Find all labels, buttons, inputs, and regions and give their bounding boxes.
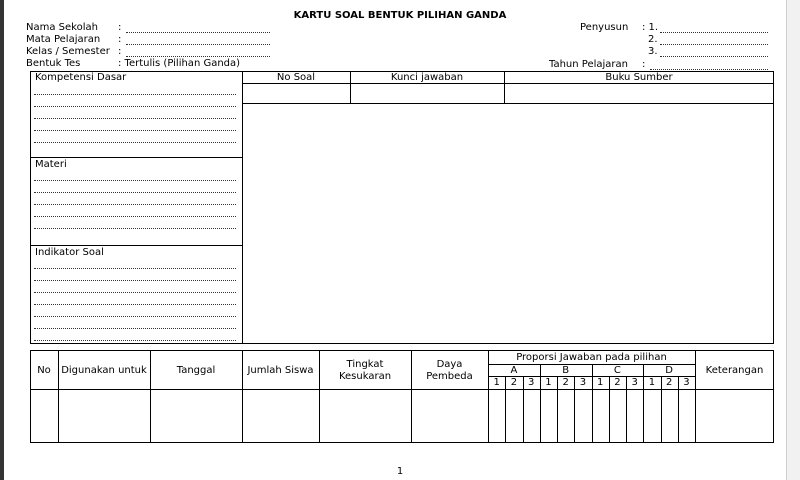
colon-nama-sekolah: :: [118, 22, 122, 33]
option-sub-divider: [626, 376, 627, 443]
field-nama-sekolah[interactable]: [126, 32, 270, 33]
option-sub-divider: [661, 376, 662, 443]
line-kd-3[interactable]: [34, 118, 236, 119]
label-mata-pelajaran: Mata Pelajaran: [26, 34, 101, 45]
option-group-divider: [592, 364, 593, 443]
option-sub-divider: [678, 376, 679, 443]
value-bentuk-tes: : Tertulis (Pilihan Ganda): [118, 58, 241, 69]
option-letter-c: C: [613, 365, 621, 376]
line-kd-5[interactable]: [34, 142, 236, 143]
option-sub-divider: [557, 376, 558, 443]
label-bentuk-tes: Bentuk Tes: [26, 58, 81, 69]
header-daya: Daya: [436, 359, 463, 370]
option-group-divider: [643, 364, 644, 443]
header-buku-sumber: Buku Sumber: [605, 72, 673, 83]
cell-no-soal[interactable]: [244, 85, 348, 102]
penyusun-3-label: 3.: [648, 46, 658, 57]
option-subnumber: 2: [510, 377, 518, 388]
header-tanggal: Tanggal: [176, 365, 216, 376]
divider-kd-materi: [30, 157, 242, 158]
line-materi-3[interactable]: [34, 204, 236, 205]
header-no-soal: No Soal: [276, 72, 316, 83]
line-indikator-4[interactable]: [34, 304, 236, 305]
line-materi-2[interactable]: [34, 192, 236, 193]
line-kd-2[interactable]: [34, 106, 236, 107]
option-subnumber: 3: [683, 377, 690, 388]
option-subnumber: 1: [493, 377, 500, 388]
colon-kelas-semester: :: [118, 46, 122, 57]
option-group-divider: [540, 364, 541, 443]
line-indikator-2[interactable]: [34, 280, 236, 281]
colon-mata-pelajaran: :: [118, 34, 122, 45]
header-pembeda: Pembeda: [426, 371, 473, 382]
field-penyusun-1[interactable]: [660, 32, 768, 33]
line-indikator-1[interactable]: [34, 268, 236, 269]
label-penyusun: Penyusun: [580, 22, 629, 33]
option-subnumber: 1: [648, 377, 656, 388]
penyusun-2-label: 2.: [648, 34, 658, 45]
line-indikator-5[interactable]: [34, 316, 236, 317]
page-right-margin: [786, 0, 800, 480]
header-jumlah-siswa: Jumlah Siswa: [247, 365, 314, 376]
divider-materi-indikator: [30, 245, 242, 246]
line-materi-5[interactable]: [34, 228, 236, 229]
line-materi-4[interactable]: [34, 216, 236, 217]
option-subnumber: 2: [665, 377, 673, 388]
colon-tahun-pelajaran: :: [642, 59, 646, 70]
line-kd-4[interactable]: [34, 130, 236, 131]
option-subnumber: 2: [562, 377, 569, 388]
header-kunci-jawaban: Kunci jawaban: [390, 72, 464, 83]
page-left-edge: [0, 0, 4, 480]
option-sub-divider: [505, 376, 506, 443]
field-mata-pelajaran[interactable]: [126, 44, 270, 45]
label-kelas-semester: Kelas / Semester: [26, 46, 110, 57]
label-kompetensi-dasar: Kompetensi Dasar: [35, 72, 127, 83]
label-materi: Materi: [35, 159, 67, 170]
header-kesukaran: Kesukaran: [338, 371, 392, 382]
top-table-bottom-line: [242, 103, 774, 104]
option-subnumber: 1: [545, 377, 552, 388]
usage-data-row[interactable]: [31, 390, 773, 442]
header-tingkat: Tingkat: [346, 359, 384, 370]
left-column-divider: [242, 71, 243, 344]
cell-buku-sumber[interactable]: [506, 85, 772, 102]
option-letter-a: A: [510, 365, 518, 376]
label-tahun-pelajaran: Tahun Pelajaran: [549, 59, 628, 70]
page-number: 1: [396, 466, 404, 477]
document-title: KARTU SOAL BENTUK PILIHAN GANDA: [293, 10, 507, 21]
header-keterangan: Keterangan: [705, 365, 764, 376]
cell-kunci-jawaban[interactable]: [352, 85, 502, 102]
option-sub-divider: [609, 376, 610, 443]
line-materi-1[interactable]: [34, 180, 236, 181]
option-subnumber: 1: [596, 377, 604, 388]
option-subnumber: 3: [631, 377, 638, 388]
field-tahun-pelajaran[interactable]: [650, 69, 768, 70]
line-kd-1[interactable]: [34, 94, 236, 95]
option-letter-b: B: [562, 365, 570, 376]
label-indikator-soal: Indikator Soal: [35, 247, 104, 258]
header-digunakan-untuk: Digunakan untuk: [61, 365, 147, 376]
line-indikator-6[interactable]: [34, 328, 236, 329]
question-area[interactable]: [244, 105, 772, 342]
line-indikator-3[interactable]: [34, 292, 236, 293]
option-sub-divider: [523, 376, 524, 443]
header-proporsi-jawaban: Proporsi Jawaban pada pilihan: [516, 352, 667, 363]
field-kelas-semester[interactable]: [126, 56, 270, 57]
option-letter-d: D: [665, 365, 673, 376]
option-subnumber: 3: [527, 377, 535, 388]
option-subnumber: 3: [579, 377, 587, 388]
option-sub-divider: [574, 376, 575, 443]
penyusun-1-label: : 1.: [642, 22, 659, 33]
field-penyusun-3[interactable]: [660, 56, 768, 57]
option-subnumber: 2: [614, 377, 621, 388]
label-nama-sekolah: Nama Sekolah: [26, 22, 98, 33]
field-penyusun-2[interactable]: [660, 44, 768, 45]
header-no: No: [37, 365, 51, 376]
line-indikator-7[interactable]: [34, 340, 236, 341]
